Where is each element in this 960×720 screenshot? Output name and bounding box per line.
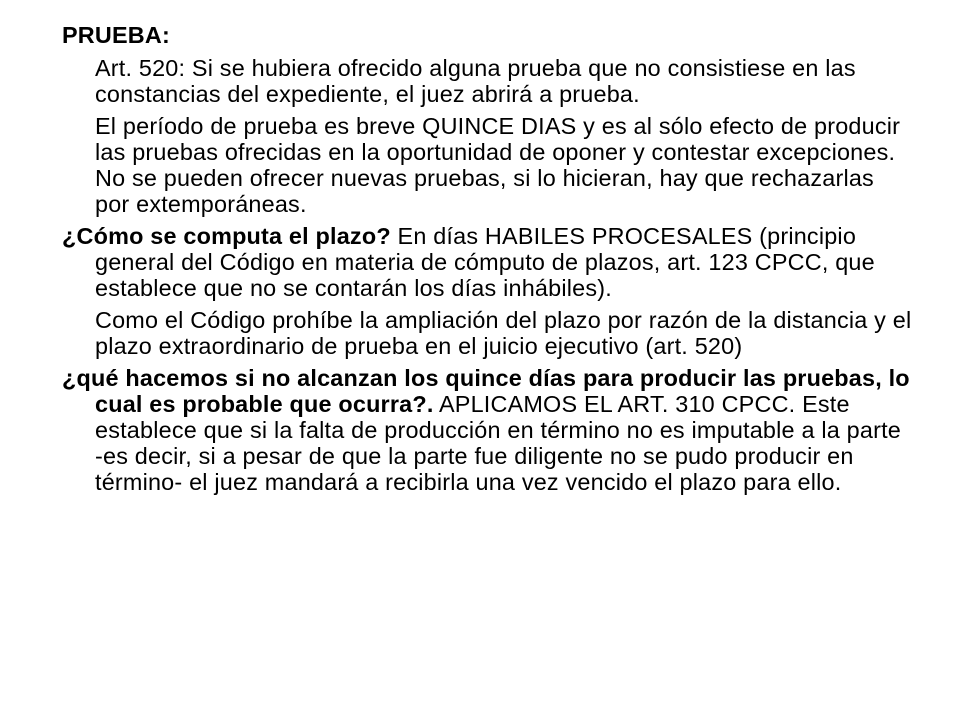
answer-art-310: APLICAMOS EL ART. 310 CPCC. Este establece que si la falta de producción en término no es imputable a la parte -es decir, si a pesar de que la parte fue diligente no se pudo producir en término- el juez mandará a recibirla una vez vencido el plazo para ello. <box>95 391 901 495</box>
paragraph-quince-dias <box>62 365 914 495</box>
question-computo-plazo: ¿Cómo se computa el plazo? <box>62 223 391 249</box>
paragraph-computo-plazo <box>62 223 914 301</box>
paragraph-art-520: Art. 520: Si se hubiera ofrecido alguna prueba que no consistiese en las constancias del expediente, el juez abrirá a prueba. <box>95 55 856 107</box>
answer-computo-plazo: En días HABILES PROCESALES (principio general del Código en materia de cómputo de plazos, art. 123 CPCC, que establece que no se contarán los días inhábiles). <box>95 223 875 301</box>
slide-content <box>62 22 914 501</box>
paragraph-periodo-prueba: El período de prueba es breve QUINCE DIAS y es al sólo efecto de producir las pruebas ofrecidas en la oportunidad de oponer y contestar excepciones. No se pueden ofrecer nuevas pruebas, si lo hicieran, hay que rechazarlas por extemporáneas. <box>95 113 901 217</box>
paragraph-ampliacion-plazo: Como el Código prohíbe la ampliación del plazo por razón de la distancia y el plazo extraordinario de prueba en el juicio ejecutivo (art. 520) <box>95 307 912 359</box>
section-heading: PRUEBA: <box>62 22 170 48</box>
question-quince-dias: ¿qué hacemos si no alcanzan los quince días para producir las pruebas, lo cual es probable que ocurra?. <box>62 365 910 417</box>
